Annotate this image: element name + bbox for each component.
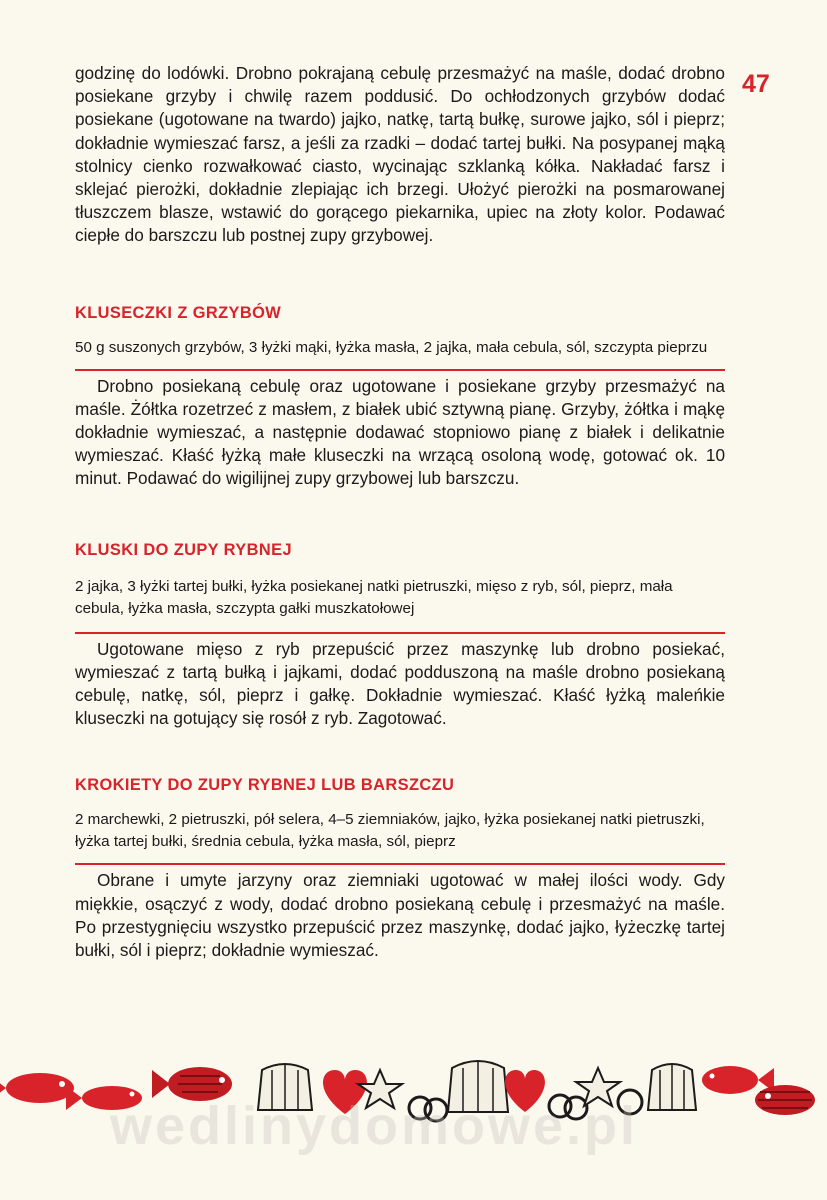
fish-icon bbox=[755, 1085, 815, 1115]
watermark: wedlinydomowe.pl bbox=[110, 1096, 639, 1156]
recipe-instructions-kluski: Ugotowane mięso z ryb przepuścić przez maszynkę lub drobno posiekać, wymieszać z tartą bułką i jajkami, dodać podduszoną na maśle drobno posiekaną cebulę, natkę, sól, pieprz i gałkę. Dokładnie wymieszać. Kłaść łyżką maleńkie kluseczki na gotujący się rosół z ryb. Zagotować. bbox=[75, 638, 725, 729]
recipe-instructions-kluseczki: Drobno posiekaną cebulę oraz ugotowane i posiekane grzyby przesmażyć na maśle. Żółtka rozetrzeć z masłem, z białek ubić sztywną pianę. Grzyby, żółtka i mąkę dokładnie wymieszać, a następnie dodawać stopniowo pianę z białek i delikatnie wymieszać. Kłaść łyżką małe kluseczki na wrzącą osoloną wodę, gotować ok. 10 minut. Podawać do wigilijnej zupy grzybowej lub barszczu. bbox=[75, 375, 725, 489]
recipe-page-content bbox=[75, 62, 725, 962]
recipe-title-krokiety: KROKIETY DO ZUPY RYBNEJ LUB BARSZCZU bbox=[75, 776, 455, 795]
recipe-ingredients-kluseczki: 50 g suszonych grzybów, 3 łyżki mąki, łyżka masła, 2 jajka, mała cebula, sól, szczypta pieprzu bbox=[75, 338, 708, 356]
recipe-title-kluseczki: KLUSECZKI Z GRZYBÓW bbox=[75, 303, 282, 322]
fish-icon bbox=[0, 1073, 74, 1103]
recipe-ingredients-krokiety: 2 marchewki, 2 pietruszki, pół selera, 4–5 ziemniaków, jajko, łyżka posiekanej natki pietruszki, łyżka tartej bułki, średnia cebula, łyżka masła, sól, pieprz bbox=[75, 811, 705, 851]
recipe-instructions-krokiety: Obrane i umyte jarzyny oraz ziemniaki ugotować w małej ilości wody. Gdy miękkie, osączyć z wody, dodać drobno posiekaną cebulę i przesmażyć na maśle. Po przestygnięciu wszystko przepuścić przez maszynkę, dodać jajko, łyżeczkę tartej bułki, sól i pieprz; dokładnie wymieszać. bbox=[75, 870, 725, 961]
recipe-title-kluski: KLUSKI DO ZUPY RYBNEJ bbox=[75, 540, 292, 559]
page-number: 47 bbox=[742, 70, 770, 98]
intro-paragraph: godzinę do lodówki. Drobno pokrajaną cebulę przesmażyć na maśle, dodać drobno posiekane grzyby i chwilę razem poddusić. Do ochłodzonych grzybów dodać posiekane (ugotowane na twardo) jajko, natkę, tartą bułkę, surowe jajko, sól i pieprz; dokładnie wymieszać farsz, a jeśli za rzadki – dodać tartej bułki. Na posypanej mąką stolnicy cienko rozwałkować ciasto, wycinając szklanką kółka. Nakładać farsz i sklejać pierożki, dokładnie zlepiając ich brzegi. Ułożyć pierożki na posmarowanej tłuszczem blasze, wstawić do gorącego piekarnika, upiec na złoty kolor. Podawać ciepłe do barszczu lub postnej zupy grzybowej. bbox=[75, 63, 725, 246]
recipe-ingredients-kluski: 2 jajka, 3 łyżki tartej bułki, łyżka posiekanej natki pietruszki, mięso z ryb, sól, pieprz, mała cebula, łyżka masła, szczypta gałki muszkatołowej bbox=[75, 577, 673, 617]
jelly-mold-icon bbox=[648, 1064, 696, 1110]
